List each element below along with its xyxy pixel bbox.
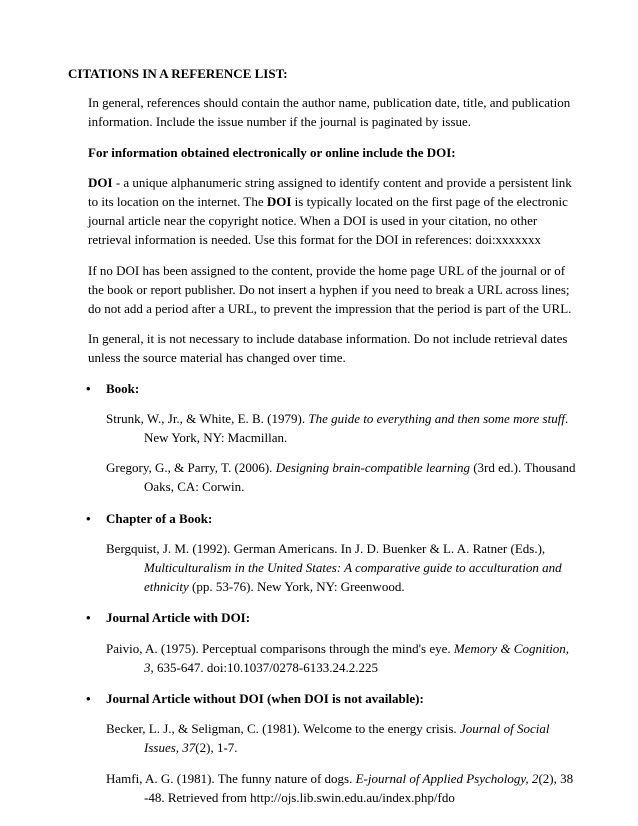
- list-item-chapter: [88, 509, 578, 597]
- ref-italic: Journal of Social Issues, 37: [144, 721, 550, 756]
- ref-text: , 635-647. doi:10.1037/0278-6133.24.2.225: [150, 659, 378, 675]
- ref-text: (pp. 53-76). New York, NY: Greenwood.: [188, 579, 405, 595]
- ref-italic: The guide to everything and then some more stuff: [308, 410, 565, 426]
- ref-italic: E-journal of Applied Psychology, 2: [355, 770, 539, 786]
- doi-term: DOI: [88, 174, 113, 190]
- document-body: [88, 93, 578, 807]
- bullet-icon: •: [86, 380, 91, 396]
- doi-paragraph: [88, 173, 578, 250]
- ref-text: Becker, L. J., & Seligman, C. (1981). Welcome to the energy crisis.: [106, 721, 460, 737]
- list-item-journal-doi: [88, 608, 578, 677]
- ref-text: Paivio, A. (1975). Perceptual comparisons through the mind's eye.: [106, 640, 454, 656]
- list-item-book: [88, 379, 578, 497]
- section-title-journal-doi: Journal Article with DOI:: [106, 610, 251, 626]
- reference-entry: [106, 409, 578, 447]
- reference-entry: [106, 539, 578, 597]
- ref-text: (3rd ed.). Thousand Oaks, CA: Corwin.: [144, 460, 576, 495]
- ref-text: Bergquist, J. M. (1992). German Americans. In J. D. Buenker & L. A. Ratner (Eds.),: [106, 540, 546, 556]
- no-doi-paragraph: If no DOI has been assigned to the content, provide the home page URL of the journal or of the book or report publisher. Do not insert a hyphen if you need to break a URL across lines; do not add a period after a URL, to prevent the impression that the period is part of the URL.: [88, 262, 572, 317]
- page-heading: CITATIONS IN A REFERENCE LIST:: [68, 66, 288, 81]
- ref-italic: Memory & Cognition, 3: [144, 640, 570, 675]
- doi-heading: For information obtained electronically or online include the DOI:: [88, 144, 456, 160]
- bullet-icon: •: [86, 691, 91, 707]
- ref-text: . New York, NY: Macmillan.: [144, 410, 569, 446]
- ref-text: Strunk, W., Jr., & White, E. B. (1979).: [106, 410, 309, 426]
- reference-entry: [106, 769, 578, 807]
- doi-text-1: - a unique alphanumeric string assigned to identify content and provide a persistent link to its location on the internet. The: [88, 174, 572, 210]
- intro-paragraph: In general, references should contain the author name, publication date, title, and publication information. Include the issue number if the journal is paginated by issue.: [88, 95, 571, 130]
- ref-italic: Designing brain-compatible learning: [275, 460, 470, 476]
- list-item-journal-no-doi: [88, 689, 578, 807]
- ref-text: Hamfi, A. G. (1981). The funny nature of dogs.: [106, 770, 356, 786]
- reference-entry: [106, 719, 578, 757]
- doi-text-2: is typically located on the first page of the electronic journal article near the copyright notice. When a DOI is used in your citation, no other retrieval information is needed. Use this format for the DOI in references: doi:xxxxxxx: [88, 194, 568, 248]
- citation-types-list: [88, 379, 578, 807]
- ref-italic: Multiculturalism in the United States: A comparative guide to acculturation and ethnicity: [144, 560, 562, 595]
- ref-text: (2), 38 -48. Retrieved from http://ojs.lib.swin.edu.au/index.php/fdo: [144, 770, 574, 805]
- bullet-icon: •: [86, 510, 91, 526]
- doi-term-2: DOI: [266, 194, 292, 210]
- reference-entry: [106, 458, 578, 496]
- section-title-book: Book:: [106, 380, 140, 396]
- section-title-chapter: Chapter of a Book:: [106, 510, 213, 526]
- reference-entry: [106, 639, 578, 677]
- section-title-journal-no-doi: Journal Article without DOI (when DOI is not available):: [106, 691, 424, 707]
- bullet-icon: •: [86, 610, 91, 626]
- ref-text: Gregory, G., & Parry, T. (2006).: [106, 460, 276, 476]
- database-paragraph: In general, it is not necessary to include database information. Do not include retrieval dates unless the source material has changed over time.: [88, 331, 568, 366]
- ref-text: (2), 1-7.: [195, 740, 238, 756]
